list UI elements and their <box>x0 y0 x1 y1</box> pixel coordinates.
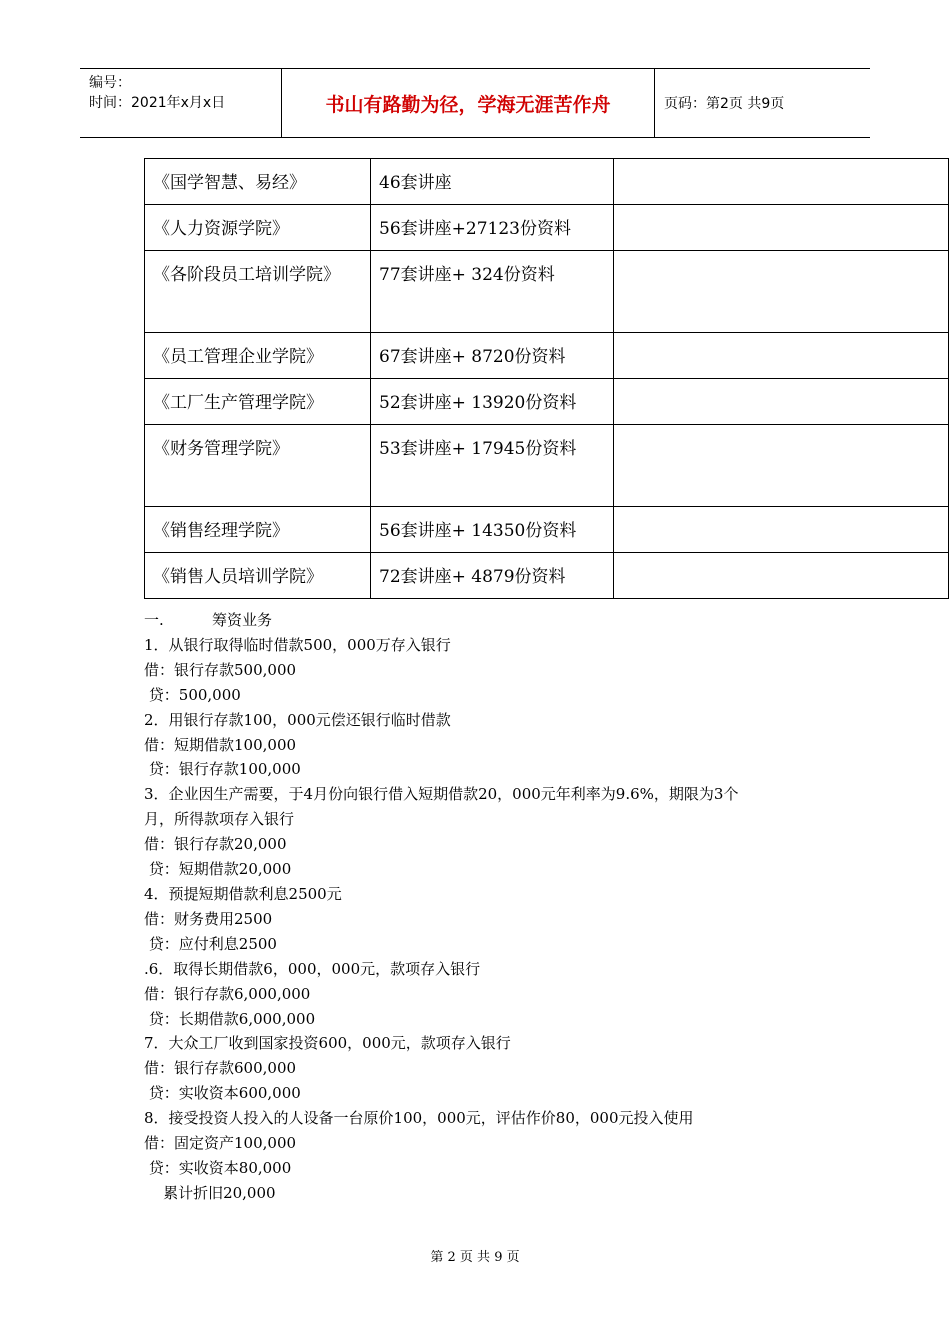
course-content-cell: 52套讲座+ 13920份资料 <box>371 379 614 425</box>
entry-line: 7．大众工厂收到国家投资600，000元，款项存入银行 <box>144 1034 511 1053</box>
course-name-cell: 《各阶段员工培训学院》 <box>145 251 371 333</box>
course-content-cell: 77套讲座+ 324份资料 <box>371 251 614 333</box>
entry-line: 借：银行存款20,000 <box>144 835 287 854</box>
course-content-cell: 46套讲座 <box>371 159 614 205</box>
entry-line: 3．企业因生产需要，于4月份向银行借入短期借款20，000元年利率为9.6%，期限为3个 <box>144 785 739 804</box>
entry-line: 借：财务费用2500 <box>144 909 273 928</box>
entry-line: 4．预提短期借款利息2500元 <box>144 884 342 903</box>
course-content-cell: 67套讲座+ 8720份资料 <box>371 333 614 379</box>
header-page-label: 页码：第2页 共9页 <box>664 96 785 112</box>
table-row <box>145 159 949 205</box>
entry-line: 月，所得款项存入银行 <box>144 810 295 829</box>
course-note-cell <box>614 553 949 599</box>
header-motto: 书山有路勤为径，学海无涯苦作舟 <box>282 69 655 137</box>
course-name-cell: 《销售经理学院》 <box>145 507 371 553</box>
accounting-entries <box>144 608 824 1206</box>
document-number-label: 编号： <box>89 75 131 91</box>
course-note-cell <box>614 333 949 379</box>
entry-line: 借：银行存款500,000 <box>144 660 297 679</box>
table-row <box>145 379 949 425</box>
section-number: 一. <box>144 611 164 629</box>
section-heading <box>144 608 824 633</box>
course-content-cell: 72套讲座+ 4879份资料 <box>371 553 614 599</box>
entry-line: 贷：长期借款6,000,000 <box>144 1009 316 1028</box>
entry-line: 8．接受投资人投入的人设备一台原价100，000元，评估作价80，000元投入使用 <box>144 1109 694 1128</box>
document-time-label: 时间：2021年x月x日 <box>89 95 226 111</box>
table-row <box>145 553 949 599</box>
entry-line: 借：固定资产100,000 <box>144 1134 297 1153</box>
course-name-cell: 《财务管理学院》 <box>145 425 371 507</box>
course-note-cell <box>614 379 949 425</box>
course-note-cell <box>614 205 949 251</box>
table-row <box>145 251 949 333</box>
section-title: 筹资业务 <box>212 611 273 629</box>
course-note-cell <box>614 159 949 205</box>
entry-line: 借：银行存款6,000,000 <box>144 984 311 1003</box>
table-row <box>145 205 949 251</box>
course-note-cell <box>614 507 949 553</box>
course-content-cell: 56套讲座+27123份资料 <box>371 205 614 251</box>
entry-line: 2．用银行存款100，000元偿还银行临时借款 <box>144 710 451 729</box>
page-footer: 第 2 页 共 9 页 <box>430 1250 520 1265</box>
course-name-cell: 《工厂生产管理学院》 <box>145 379 371 425</box>
course-name-cell: 《国学智慧、易经》 <box>145 159 371 205</box>
course-name-cell: 《销售人员培训学院》 <box>145 553 371 599</box>
entry-line: 借：短期借款100,000 <box>144 735 297 754</box>
entry-line: 贷：应付利息2500 <box>144 934 277 953</box>
course-note-cell <box>614 251 949 333</box>
table-row <box>145 333 949 379</box>
course-content-cell: 53套讲座+ 17945份资料 <box>371 425 614 507</box>
entry-line: 累计折旧20,000 <box>144 1183 276 1202</box>
entry-line: 贷：实收资本80,000 <box>144 1158 292 1177</box>
entry-line: 借：银行存款600,000 <box>144 1059 297 1078</box>
entry-line: 1．从银行取得临时借款500，000万存入银行 <box>144 635 451 654</box>
entry-line: 贷：实收资本600,000 <box>144 1084 301 1103</box>
entry-line: .6．取得长期借款6，000，000元，款项存入银行 <box>144 959 481 978</box>
course-content-cell: 56套讲座+ 14350份资料 <box>371 507 614 553</box>
course-table <box>144 158 949 599</box>
entry-line: 贷：短期借款20,000 <box>144 860 292 879</box>
course-name-cell: 《员工管理企业学院》 <box>145 333 371 379</box>
course-note-cell <box>614 425 949 507</box>
page-header <box>80 68 870 138</box>
entry-line: 贷：500,000 <box>144 685 241 704</box>
entry-line: 贷：银行存款100,000 <box>144 760 301 779</box>
course-name-cell: 《人力资源学院》 <box>145 205 371 251</box>
header-meta <box>80 69 282 137</box>
table-row <box>145 507 949 553</box>
table-row <box>145 425 949 507</box>
